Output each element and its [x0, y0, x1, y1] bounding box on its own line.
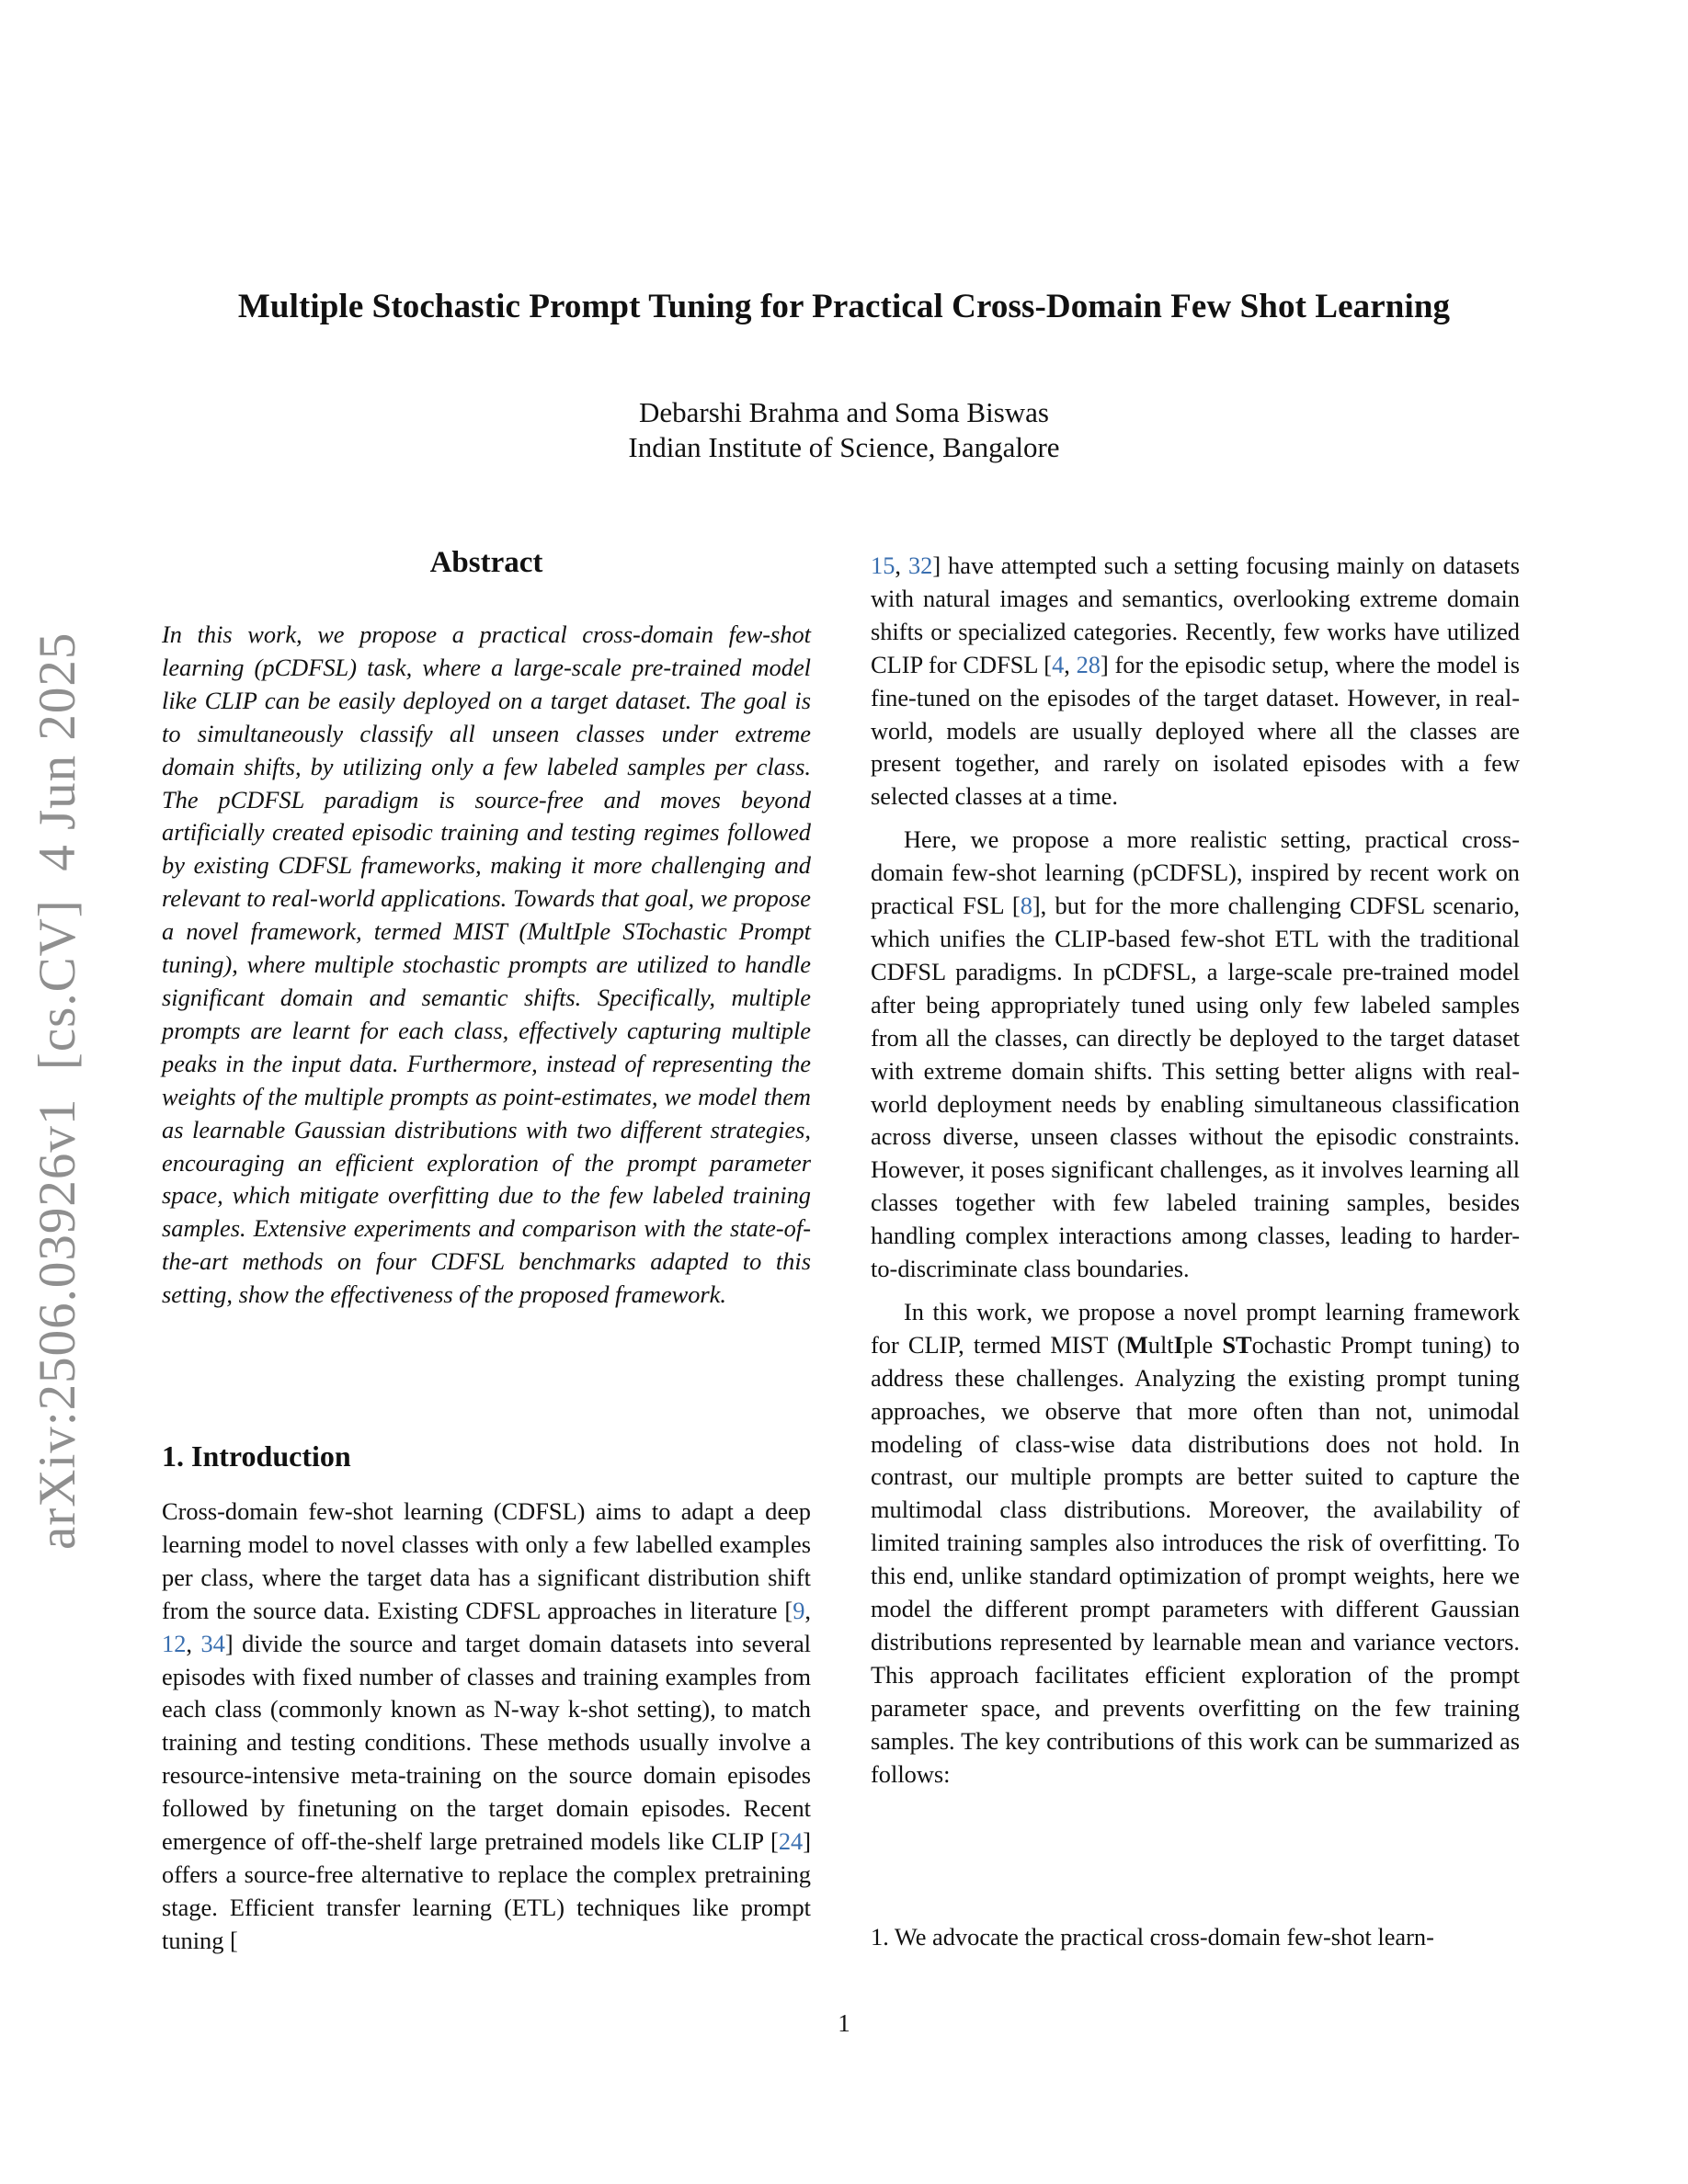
intro-text: ] divide the source and target domain datasets into several episodes with fixed number of classes and training examples from each class (commonly known as N-way k-shot setting), to match training and testing conditions. These methods usually involve a resource-intensive meta-training on the source domain episodes followed by finetuning on the target domain episodes. Recent emergence of off-the-shelf large pretrained models like CLIP [	[162, 1629, 811, 1856]
intro-text: ], but for the more challenging CDFSL scenario, which unifies the CLIP-based few-shot ETL with the traditional CDFSL paradigms. In pCDFSL, a large-scale pre-trained model after being appropriately tuned using only few labeled samples from all the classes, can directly be deployed to the target dataset with extreme domain shifts. This setting better aligns with real-world deployment needs by enabling simultaneous classification across diverse, unseen classes without the episodic constraints. However, it poses significant challenges, as it involves learning all classes together with few labeled training samples, besides handling complex interactions among classes, leading to harder-to-discriminate class boundaries.	[871, 892, 1520, 1283]
page-number: 1	[838, 2009, 850, 2037]
contribution-list-item: 1. We advocate the practical cross-domain few-shot learn-	[871, 1923, 1434, 1951]
intro-text: to address these challenges. Analyzing the existing prompt tuning approaches, we observe that more often than not, unimodal modeling of class-wise data distributions does not hold. In contrast, our multiple prompts are better suited to capture the multimodal class distributions. Moreover, the availability of limited training samples also introduces the risk of overfitting. To this end, unlike standard optimization of prompt weights, here we model the different prompt parameters with different Gaussian distributions represented by learnable mean and variance vectors. This approach facilitates efficient exploration of the prompt parameter space, and prevents overfitting on the few training samples. The key contributions of this work can be summarized as follows:	[871, 1330, 1520, 1788]
citation-link[interactable]: 28	[1076, 650, 1101, 678]
author-block	[0, 395, 1688, 465]
intro-text: Here, we propose a more realistic setting, practical cross-domain few-shot learning (pCDFSL), inspired by recent work on practical FSL [	[871, 825, 1520, 920]
intro-paragraph-2	[871, 824, 1520, 1286]
right-column	[871, 550, 1520, 1802]
intro-heading: 1. Introduction	[162, 1439, 351, 1473]
affiliation: Indian Institute of Science, Bangalore	[628, 431, 1060, 463]
arxiv-stamp: arXiv:2506.03926v1 [cs.CV] 4 Jun 2025	[29, 631, 86, 1550]
abstract-heading: Abstract	[429, 546, 543, 579]
intro-text: ple	[1182, 1330, 1223, 1359]
authors: Debarshi Brahma and Soma Biswas	[639, 396, 1049, 428]
citation-link[interactable]: 12	[162, 1629, 187, 1657]
citation-link[interactable]: 9	[793, 1596, 805, 1624]
citation-link[interactable]: 34	[200, 1629, 225, 1657]
intro-paragraph-3	[871, 1296, 1520, 1792]
intro-text: Cross-domain few-shot learning (CDFSL) aims to adapt a deep learning model to novel classes with only a few labelled examples per class, where the target data has a significant distribution shift from the source data. Existing CDFSL approaches in literature [	[162, 1497, 811, 1624]
intro-text: ] have attempted such a setting focusing mainly on datasets with natural images and semantics, overlooking extreme domain shifts or specialized categories. Recently, few works have utilized CLIP for CDFSL [	[871, 552, 1520, 678]
citation-link[interactable]: 24	[778, 1827, 804, 1856]
intro-text: ] for the episodic setup, where the model is fine-tuned on the episodes of the target dataset. However, in real-world, models are usually deployed where all the classes are present together, and rarely on isolated episodes with a few selected classes at a time.	[871, 650, 1520, 811]
intro-paragraph-1-cont: 15, 32] have attempted such a setting focusing mainly on datasets with natural images and semantics, overlooking extreme domain shifts or specialized categories. Recently, few works have utilized CLIP for CDFSL [4, 28] for the episodic setup, where the model is fine-tuned on the episodes of the target dataset. However, in real-world, models are usually deployed where all the classes are present together, and rarely on isolated episodes with a few selected classes at a time.	[871, 552, 1520, 811]
intro-paragraph-1: Cross-domain few-shot learning (CDFSL) aims to adapt a deep learning model to novel classes with only a few labelled examples per class, where the target data has a significant distribution shift from the source data. Existing CDFSL approaches in literature [9, 12, 34] divide the source and target domain datasets into several episodes with fixed number of classes and training examples from each class (commonly known as N-way k-shot setting), to match training and testing conditions. These methods usually involve a resource-intensive meta-training on the source domain episodes followed by finetuning on the target domain episodes. Recent emergence of off-the-shelf large pretrained models like CLIP [24] offers a source-free alternative to replace the complex pretraining stage. Efficient transfer learning (ETL) techniques like prompt tuning [	[162, 1497, 811, 1954]
citation-link[interactable]: 8	[1020, 892, 1032, 920]
citation-link[interactable]: 32	[907, 552, 933, 579]
paper-title: Multiple Stochastic Prompt Tuning for Practical Cross-Domain Few Shot Learning	[237, 288, 1451, 325]
citation-link[interactable]: 4	[1052, 650, 1065, 678]
intro-text: In this work, we propose a novel prompt learning framework for CLIP, termed MIST (	[871, 1297, 1520, 1359]
intro-text: ochastic Prompt tuning)	[1251, 1330, 1492, 1359]
mist-acronym-letter: M	[1124, 1330, 1148, 1359]
abstract-text: In this work, we propose a practical cross-domain few-shot learning (pCDFSL) task, where a large-scale pre-trained model like CLIP can be easily deployed on a target dataset. The goal is to simultaneously classify all unseen classes under extreme domain shifts, by utilizing only a few labeled samples per class. The pCDFSL paradigm is source-free and moves beyond artificially created episodic training and testing regimes followed by existing CDFSL frameworks, making it more challenging and relevant to real-world applications. Towards that goal, we propose a novel framework, termed MIST (MultIple STochastic Prompt tuning), where multiple stochastic prompts are utilized to handle significant domain and semantic shifts. Specifically, multiple prompts are learnt for each class, effectively capturing multiple peaks in the input data. Furthermore, instead of representing the weights of the multiple prompts as point-estimates, we model them as learnable Gaussian distributions with two different strategies, encouraging an efficient exploration of the prompt parameter space, which mitigate overfitting due to the few labeled training samples. Extensive experiments and comparison with the state-of-the-art methods on four CDFSL benchmarks adapted to this setting, show the effectiveness of the proposed framework.	[162, 620, 811, 1309]
mist-acronym-letter: ST	[1222, 1330, 1252, 1359]
intro-text: ] offers a source-free alternative to replace the complex pretraining stage. Efficient transfer learning (ETL) techniques like prompt tuning [	[162, 1827, 811, 1954]
mist-acronym-letter: I	[1173, 1330, 1183, 1359]
citation-link[interactable]: 15	[871, 552, 895, 579]
intro-text: ult	[1147, 1330, 1174, 1359]
